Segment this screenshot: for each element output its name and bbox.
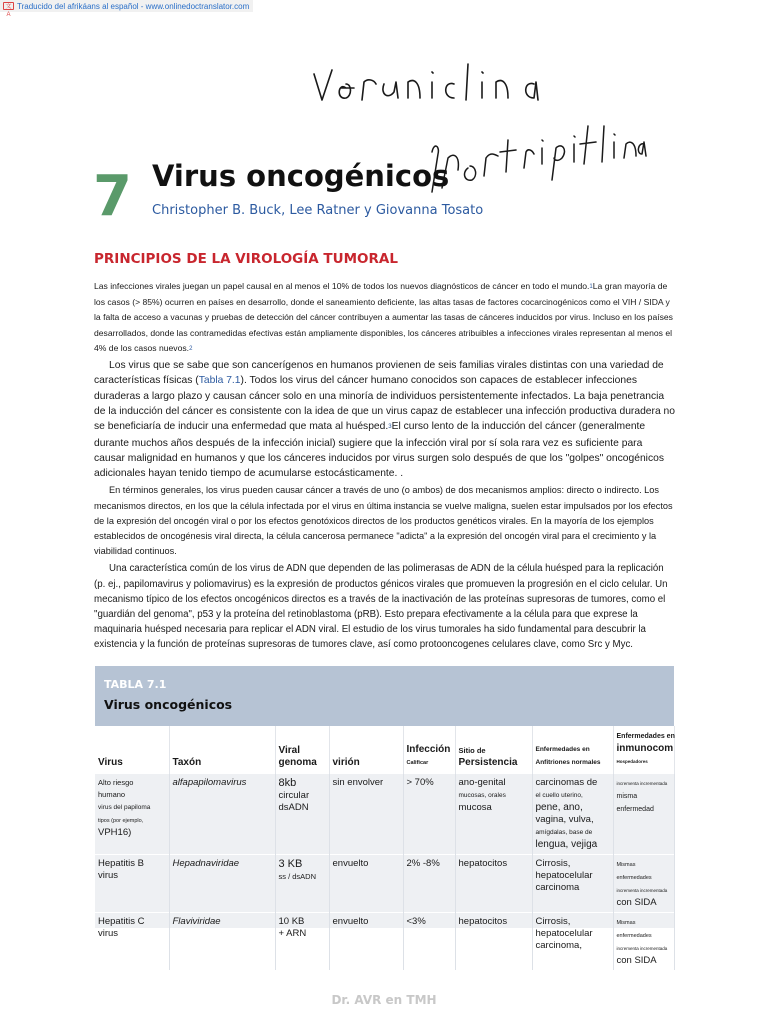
cell-infection: <3% bbox=[403, 912, 455, 970]
paragraph-2-text-2: ). Todos los virus del cáncer humano conocidos son capaces de establecer infecciones duraderas a largo plazo y causan cáncer solo en una minoría de individuos persistentemente infectados. La baja penetrancia de la inducción del cáncer es consistente con la idea de que un virus capaz de establecer una infección productiva duradera no se beneficiaría de inducir una enfermedad que mata al huésped. bbox=[94, 375, 676, 433]
col-header-virus: Virus bbox=[95, 726, 169, 773]
chapter-authors: Christopher B. Buck, Lee Ratner y Giovanna Tosato bbox=[152, 203, 484, 218]
handwriting-annotation-1 bbox=[308, 60, 578, 110]
cell-virus: Hepatitis B virus bbox=[95, 854, 169, 912]
table-header-row bbox=[95, 726, 674, 773]
paragraph-3: En términos generales, los virus pueden causar cáncer a través de uno (o ambos) de dos mecanismos amplios: directo o indirecto. Los mecanismos directos, en los que la célula infectada por el virus en última instancia se vuelve maligna, suelen estar impulsados por los efectos de la expresión del oncogén viral o por los efectos genotóxicos directos de los productos genéticos virales. En la mayoría de los ejemplos establecidos de oncogénesis viral directa, la célula cancerosa permanece "adicta" a la expresión del oncogén viral para el crecimiento y la viabilidad continuos. bbox=[94, 485, 673, 557]
article-body bbox=[94, 279, 676, 653]
page-footer-watermark: Dr. AVR en TMH bbox=[331, 993, 437, 1007]
translator-banner[interactable] bbox=[0, 0, 253, 18]
table-row bbox=[95, 854, 674, 912]
cell-genome: 3 KB ss / dsADN bbox=[275, 854, 329, 912]
table-row bbox=[95, 773, 674, 854]
cell-normal-hosts: carcinomas de el cuello uterino, pene, ano, vagina, vulva, amígdalas, base de lengua, vejiga bbox=[532, 773, 613, 854]
paragraph-1 bbox=[94, 279, 676, 357]
cell-immuno-hosts: Mismas enfermedades incrementa incrementada con SIDA bbox=[613, 854, 674, 912]
reference-3[interactable]: 3 bbox=[388, 424, 392, 431]
cell-virus: Hepatitis C virus bbox=[95, 912, 169, 970]
cell-virion: envuelto bbox=[329, 912, 403, 970]
cell-virion: envuelto bbox=[329, 854, 403, 912]
cell-genome: 10 KB + ARN bbox=[275, 912, 329, 970]
col-header-immuno-hosts: Enfermedades en inmunocom Hospedadores bbox=[613, 726, 674, 773]
translate-icon: 文A bbox=[3, 2, 14, 10]
chapter-title: Virus oncogénicos bbox=[152, 159, 450, 193]
paragraph-4: Una característica común de los virus de ADN que dependen de las polimerasas de ADN de la célula huésped para la replicación (p. ej., papilomavirus y poliomavirus) es la expresión de productos génicos virales que promueven la progresión en el ciclo celular. Un mecanismo típico de los efectos oncogénicos directos es a través de la inactivación de las proteínas supresoras de tumores, como el "guardián del genoma", p53 y la proteína del retinoblastoma (pRB). Esto prepara efectivamente a la célula para que exprese la maquinaria huésped necesaria para replicar el ADN viral. El estudio de los virus tumorales ha sido fundamental para descubrir la existencia y la función de proteínas supresoras de tumores clave, así como protooncogenes celulares clave, como Src y Myc. bbox=[94, 563, 668, 651]
cell-virion: sin envolver bbox=[329, 773, 403, 854]
cell-taxon: alfapapilomavirus bbox=[169, 773, 275, 854]
paragraph-2-text: Los virus que se sabe que son cancerígenos en humanos provienen de seis familias virales distintas con una variedad de características físicas ( bbox=[94, 360, 664, 387]
cell-infection: 2% -8% bbox=[403, 854, 455, 912]
cell-virus: Alto riesgo humano virus del papiloma tipos (por ejemplo, VPH16) bbox=[95, 773, 169, 854]
table-header-band bbox=[95, 666, 674, 726]
table-7-1 bbox=[95, 666, 675, 966]
handwriting-text-1: veranicilina bbox=[308, 108, 314, 109]
cell-normal-hosts: Cirrosis, hepatocelular carcinoma bbox=[532, 854, 613, 912]
handwriting-text-2: nortripilina bbox=[428, 196, 434, 197]
table-title: Virus oncogénicos bbox=[104, 697, 233, 712]
handwriting-annotation-2 bbox=[428, 118, 650, 198]
cell-immuno-hosts: incrementa incrementada misma enfermedad bbox=[613, 773, 674, 854]
chapter-number: 7 bbox=[93, 164, 132, 229]
paragraph-2 bbox=[94, 358, 676, 481]
col-header-genome: Viral genoma bbox=[275, 726, 329, 773]
cell-site: ano-genital mucosas, orales mucosa bbox=[455, 773, 532, 854]
cell-infection: > 70% bbox=[403, 773, 455, 854]
reference-2[interactable]: 2 bbox=[189, 345, 193, 352]
col-header-taxon: Taxón bbox=[169, 726, 275, 773]
col-header-normal-hosts: Enfermedades en Anfitriones normales bbox=[532, 726, 613, 773]
cell-site: hepatocitos bbox=[455, 854, 532, 912]
cell-genome: 8kb circular dsADN bbox=[275, 773, 329, 854]
virus-table bbox=[95, 726, 675, 970]
col-header-virion: virión bbox=[329, 726, 403, 773]
paragraph-1-text-2: La gran mayoría de los casos (> 85%) ocurren en países en desarrollo, donde el saneamiento deficiente, las altas tasas de factores cocarcinogénicos como el VIH / SIDA y la falta de acceso a vacunas y pruebas de detección del cáncer contribuyen a aumentar las tasas de cánceres inducidos por virus. Incluso en los países desarrollados, donde las contramedidas efectivas están ampliamente disponibles, los cánceres atribuibles a infecciones virales representan al menos el 4% de los casos nuevos. bbox=[94, 281, 673, 353]
translator-link[interactable]: Traducido del afrikáans al español - www.onlinedoctranslator.com bbox=[17, 1, 250, 11]
table-kicker: TABLA 7.1 bbox=[104, 678, 167, 691]
table-7-1-link[interactable]: Tabla 7.1 bbox=[198, 375, 241, 387]
paragraph-1-text: Las infecciones virales juegan un papel causal en al menos el 10% de todos los nuevos diagnósticos de cáncer en todo el mundo. bbox=[94, 281, 590, 291]
cell-immuno-hosts: Mismas enfermedades incrementa incrementada con SIDA bbox=[613, 912, 674, 970]
cell-normal-hosts: Cirrosis, hepatocelular carcinoma, bbox=[532, 912, 613, 970]
cell-taxon: Flaviviridae bbox=[169, 912, 275, 970]
col-header-infection: Infección Calificar bbox=[403, 726, 455, 773]
cell-site: hepatocitos bbox=[455, 912, 532, 970]
section-heading: PRINCIPIOS DE LA VIROLOGÍA TUMORAL bbox=[94, 251, 398, 267]
table-row bbox=[95, 912, 674, 970]
col-header-site: Sitio de Persistencia bbox=[455, 726, 532, 773]
reference-1[interactable]: 1 bbox=[589, 284, 593, 290]
cell-taxon: Hepadnaviridae bbox=[169, 854, 275, 912]
paragraph-2-text-3: El curso lento de la inducción del cáncer (generalmente durante muchos años después de la infección inicial) sugiere que la infección viral por sí sola rara vez es suficiente para causar malignidad en humanos y que los cánceres inducidos por virus surgen solo después de que los "golpes" oncogénicos adicionales hayan tenido tiempo de acumularse estocásticamente. . bbox=[94, 421, 664, 480]
